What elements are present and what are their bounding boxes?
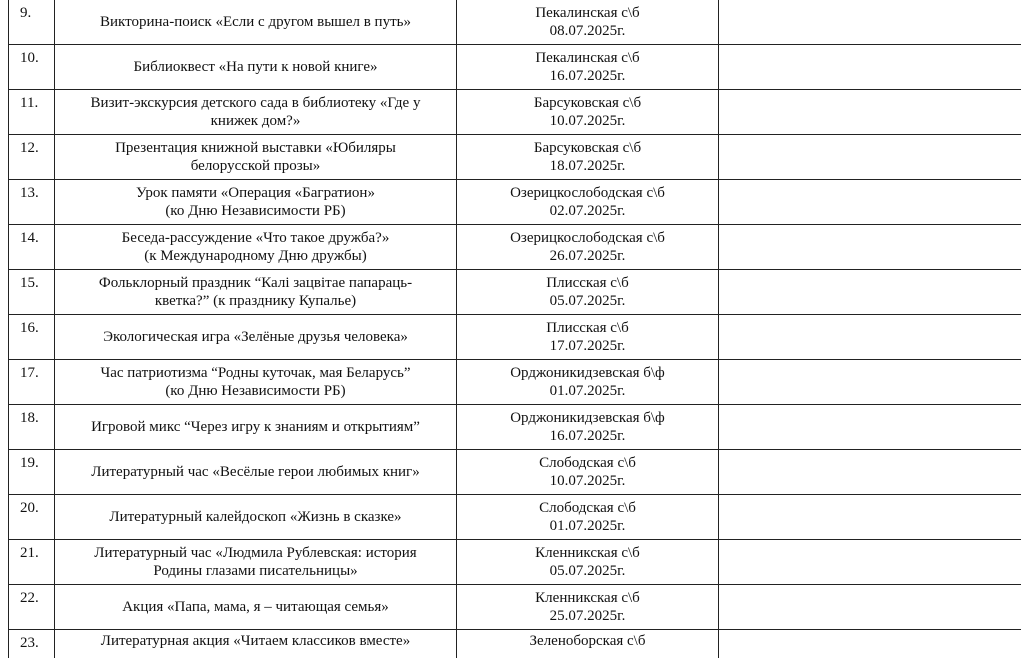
venue-name: Зеленоборская с\б: [529, 633, 646, 649]
event-date: 01.07.2025г.: [549, 383, 626, 399]
venue-date-cell: [457, 450, 719, 495]
table-row: [9, 495, 1022, 540]
table-row: [9, 45, 1022, 90]
event-date: 05.07.2025г.: [549, 563, 626, 579]
event-title-line: Литературный час «Весёлые герои любимых книг»: [91, 464, 420, 480]
event-title-line: Беседа-рассуждение «Что такое дружба?»: [121, 230, 390, 246]
notes-cell: [719, 630, 1022, 658]
table-row: [9, 630, 1022, 658]
event-date: 08.07.2025г.: [549, 23, 626, 39]
row-number: 10.: [9, 45, 55, 90]
venue-name: Барсуковская с\б: [533, 140, 642, 156]
event-title-line: Литературная акция «Читаем классиков вместе»: [100, 633, 411, 649]
event-title-line: Литературный час «Людмила Рублевская: история: [94, 545, 417, 561]
notes-cell: [719, 540, 1022, 585]
event-title-line: белорусской прозы»: [190, 158, 321, 174]
table-row: [9, 405, 1022, 450]
document-page: [8, 0, 1021, 658]
venue-date-cell: [457, 315, 719, 360]
event-title-cell: [55, 450, 457, 495]
events-table-body: [9, 0, 1022, 658]
table-row: [9, 585, 1022, 630]
table-row: [9, 270, 1022, 315]
venue-date-cell: [457, 585, 719, 630]
event-date: 26.07.2025г.: [549, 248, 626, 264]
venue-date-cell: [457, 495, 719, 540]
event-title-cell: [55, 0, 457, 45]
venue-name: Пекалинская с\б: [535, 50, 640, 66]
event-title-line: Викторина-поиск «Если с другом вышел в путь»: [100, 14, 411, 30]
table-row: [9, 90, 1022, 135]
venue-name: Орджоникидзевская б\ф: [510, 365, 665, 381]
table-row: [9, 360, 1022, 405]
notes-cell: [719, 450, 1022, 495]
notes-cell: [719, 225, 1022, 270]
venue-date-cell: [457, 0, 719, 45]
notes-cell: [719, 180, 1022, 225]
venue-name: Кленникская с\б: [535, 545, 640, 561]
venue-name: Кленникская с\б: [535, 590, 640, 606]
table-row: [9, 315, 1022, 360]
event-title-line: Экологическая игра «Зелёные друзья человека»: [103, 329, 408, 345]
notes-cell: [719, 405, 1022, 450]
table-row: [9, 540, 1022, 585]
event-title-line: (к Международному Дню дружбы): [144, 248, 367, 264]
event-title-line: Библиоквест «На пути к новой книге»: [133, 59, 378, 75]
notes-cell: [719, 585, 1022, 630]
notes-cell: [719, 135, 1022, 180]
venue-name: Орджоникидзевская б\ф: [510, 410, 665, 426]
table-row: [9, 135, 1022, 180]
row-number: 13.: [9, 180, 55, 225]
notes-cell: [719, 0, 1022, 45]
event-date: 16.07.2025г.: [549, 428, 626, 444]
row-number: 20.: [9, 495, 55, 540]
venue-name: Плисская с\б: [546, 320, 629, 336]
venue-name: Озерицкослободская с\б: [510, 230, 665, 246]
event-title-cell: [55, 540, 457, 585]
event-date: 10.07.2025г.: [549, 473, 626, 489]
event-title-line: кветка?” (к празднику Купалье): [154, 293, 357, 309]
row-number: 15.: [9, 270, 55, 315]
venue-date-cell: [457, 270, 719, 315]
row-number: 11.: [9, 90, 55, 135]
row-number: 19.: [9, 450, 55, 495]
event-title-line: Фольклорный праздник “Калі зацвітае папараць-: [98, 275, 413, 291]
event-title-cell: [55, 360, 457, 405]
event-title-cell: [55, 315, 457, 360]
event-title-cell: [55, 90, 457, 135]
event-title-line: Визит-экскурсия детского сада в библиотеку «Где у: [90, 95, 421, 111]
row-number: 14.: [9, 225, 55, 270]
event-title-cell: [55, 495, 457, 540]
venue-date-cell: [457, 180, 719, 225]
venue-date-cell: [457, 405, 719, 450]
event-date: 16.07.2025г.: [549, 68, 626, 84]
notes-cell: [719, 90, 1022, 135]
row-number: 16.: [9, 315, 55, 360]
notes-cell: [719, 270, 1022, 315]
row-number: 22.: [9, 585, 55, 630]
notes-cell: [719, 360, 1022, 405]
event-title-line: Родины глазами писательницы»: [153, 563, 358, 579]
event-title-cell: [55, 45, 457, 90]
notes-cell: [719, 315, 1022, 360]
event-date: 25.07.2025г.: [549, 608, 626, 624]
event-title-line: Урок памяти «Операция «Багратион»: [136, 185, 375, 201]
table-row: [9, 0, 1022, 45]
venue-name: Слободская с\б: [539, 500, 636, 516]
table-row: [9, 180, 1022, 225]
event-title-line: Акция «Папа, мама, я – читающая семья»: [122, 599, 389, 615]
event-title-line: Час патриотизма “Родны куточак, мая Беларусь”: [100, 365, 411, 381]
row-number: 21.: [9, 540, 55, 585]
venue-name: Барсуковская с\б: [533, 95, 642, 111]
row-number: 18.: [9, 405, 55, 450]
venue-date-cell: [457, 135, 719, 180]
venue-date-cell: [457, 45, 719, 90]
event-date: 10.07.2025г.: [549, 113, 626, 129]
event-title-cell: [55, 405, 457, 450]
venue-name: Озерицкослободская с\б: [510, 185, 665, 201]
event-title-line: (ко Дню Независимости РБ): [165, 203, 346, 219]
event-title-cell: [55, 630, 457, 658]
event-title-line: книжек дом?»: [210, 113, 301, 129]
table-row: [9, 225, 1022, 270]
event-date: 17.07.2025г.: [549, 338, 626, 354]
venue-date-cell: [457, 360, 719, 405]
venue-date-cell: [457, 630, 719, 658]
event-date: 02.07.2025г.: [549, 203, 626, 219]
event-title-cell: [55, 180, 457, 225]
venue-name: Плисская с\б: [546, 275, 629, 291]
event-date: 18.07.2025г.: [549, 158, 626, 174]
row-number: 17.: [9, 360, 55, 405]
event-title-line: (ко Дню Независимости РБ): [165, 383, 346, 399]
event-title-cell: [55, 270, 457, 315]
row-number: 9.: [9, 0, 55, 45]
event-title-line: Презентация книжной выставки «Юбиляры: [115, 140, 396, 156]
event-title-line: Игровой микс “Через игру к знаниям и открытиям”: [91, 419, 420, 435]
event-date: 05.07.2025г.: [549, 293, 626, 309]
event-title-cell: [55, 585, 457, 630]
venue-date-cell: [457, 540, 719, 585]
notes-cell: [719, 45, 1022, 90]
notes-cell: [719, 495, 1022, 540]
venue-date-cell: [457, 225, 719, 270]
event-title-cell: [55, 135, 457, 180]
event-date: 01.07.2025г.: [549, 518, 626, 534]
row-number: 12.: [9, 135, 55, 180]
event-title-line: Литературный калейдоскоп «Жизнь в сказке»: [109, 509, 402, 525]
row-number: 23.: [9, 630, 55, 658]
events-table: [8, 0, 1021, 658]
venue-date-cell: [457, 90, 719, 135]
table-row: [9, 450, 1022, 495]
venue-name: Пекалинская с\б: [535, 5, 640, 21]
venue-name: Слободская с\б: [539, 455, 636, 471]
event-title-cell: [55, 225, 457, 270]
